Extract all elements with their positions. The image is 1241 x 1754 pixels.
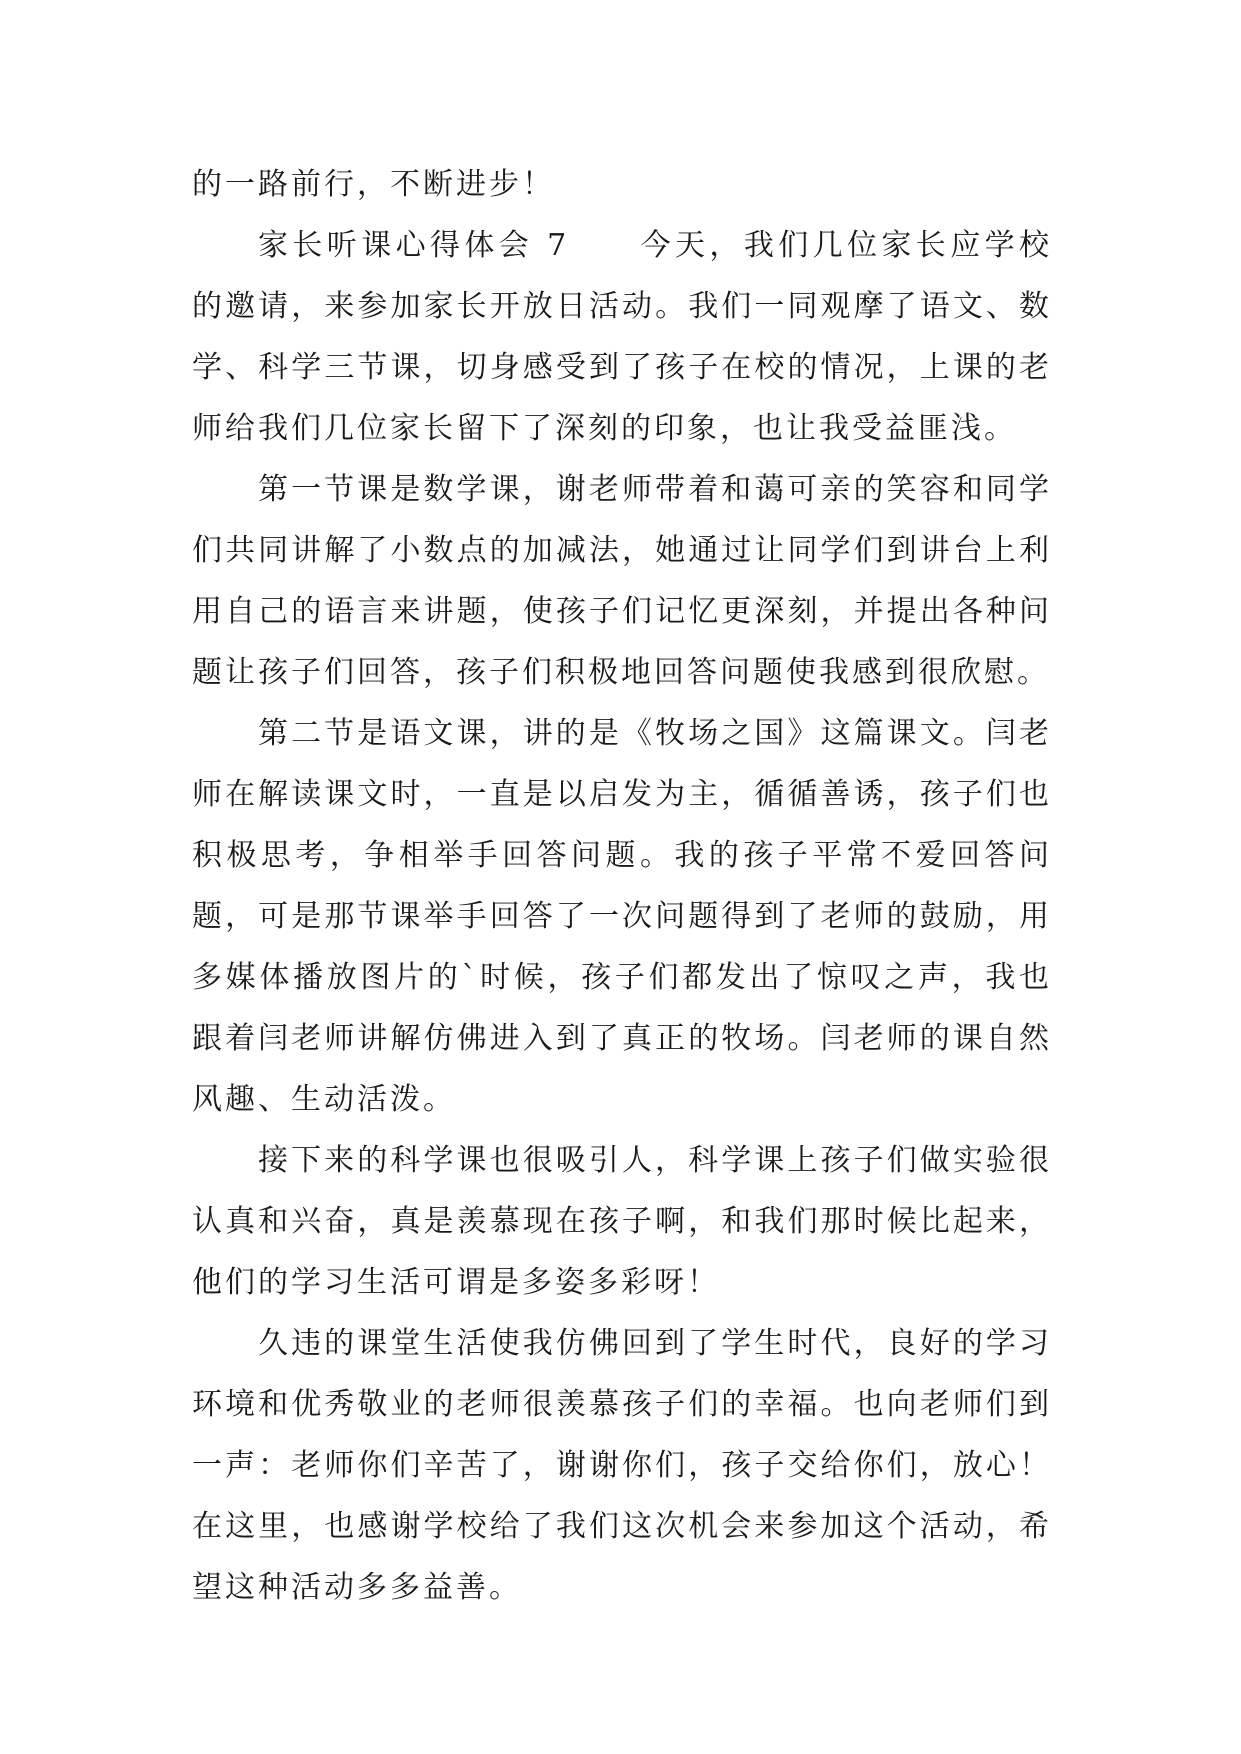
- paragraph-text: 今天，我们几位家长应学校的邀请，来参加家长开放日活动。我们一同观摩了语文、数学、科学三节课，切身感受到了孩子在校的情况，上课的老师给我们几位家长留下了深刻的印象，也让我受益匪浅。: [192, 228, 1053, 446]
- paragraph-conclusion: 久违的课堂生活使我仿佛回到了学生时代，良好的学习环境和优秀敬业的老师很羡慕孩子们的幸福。也向老师们到一声：老师你们辛苦了，谢谢你们，孩子交给你们，放心！在这里，也感谢学校给了我们这次机会来参加这个活动，希望这种活动多多益善。: [192, 1326, 1052, 1605]
- paragraph-section-7: [192, 215, 1052, 459]
- paragraph-chinese-class: 第二节是语文课，讲的是《牧场之国》这篇课文。闫老师在解读课文时，一直是以启发为主，循循善诱，孩子们也积极思考，争相举手回答问题。我的孩子平常不爱回答问题，可是那节课举手回答了一次问题得到了老师的鼓励，用多媒体播放图片的`时候，孩子们都发出了惊叹之声，我也跟着闫老师讲解仿佛进入到了真正的牧场。闫老师的课自然风趣、生动活泼。: [192, 716, 1052, 1117]
- section-heading: 家长听课心得体会 7: [258, 228, 570, 263]
- paragraph-science-class: 接下来的科学课也很吸引人，科学课上孩子们做实验很认真和兴奋，真是羡慕现在孩子啊，和我们那时候比起来，他们的学习生活可谓是多姿多彩呀！: [192, 1143, 1052, 1300]
- document-body: [192, 154, 1052, 1618]
- paragraph-continuation: 的一路前行，不断进步！: [192, 167, 555, 202]
- paragraph-math-class: 第一节课是数学课，谢老师带着和蔼可亲的笑容和同学们共同讲解了小数点的加减法，她通过让同学们到讲台上利用自己的语言来讲题，使孩子们记忆更深刻，并提出各种问题让孩子们回答，孩子们积极地回答问题使我感到很欣慰。: [192, 472, 1052, 690]
